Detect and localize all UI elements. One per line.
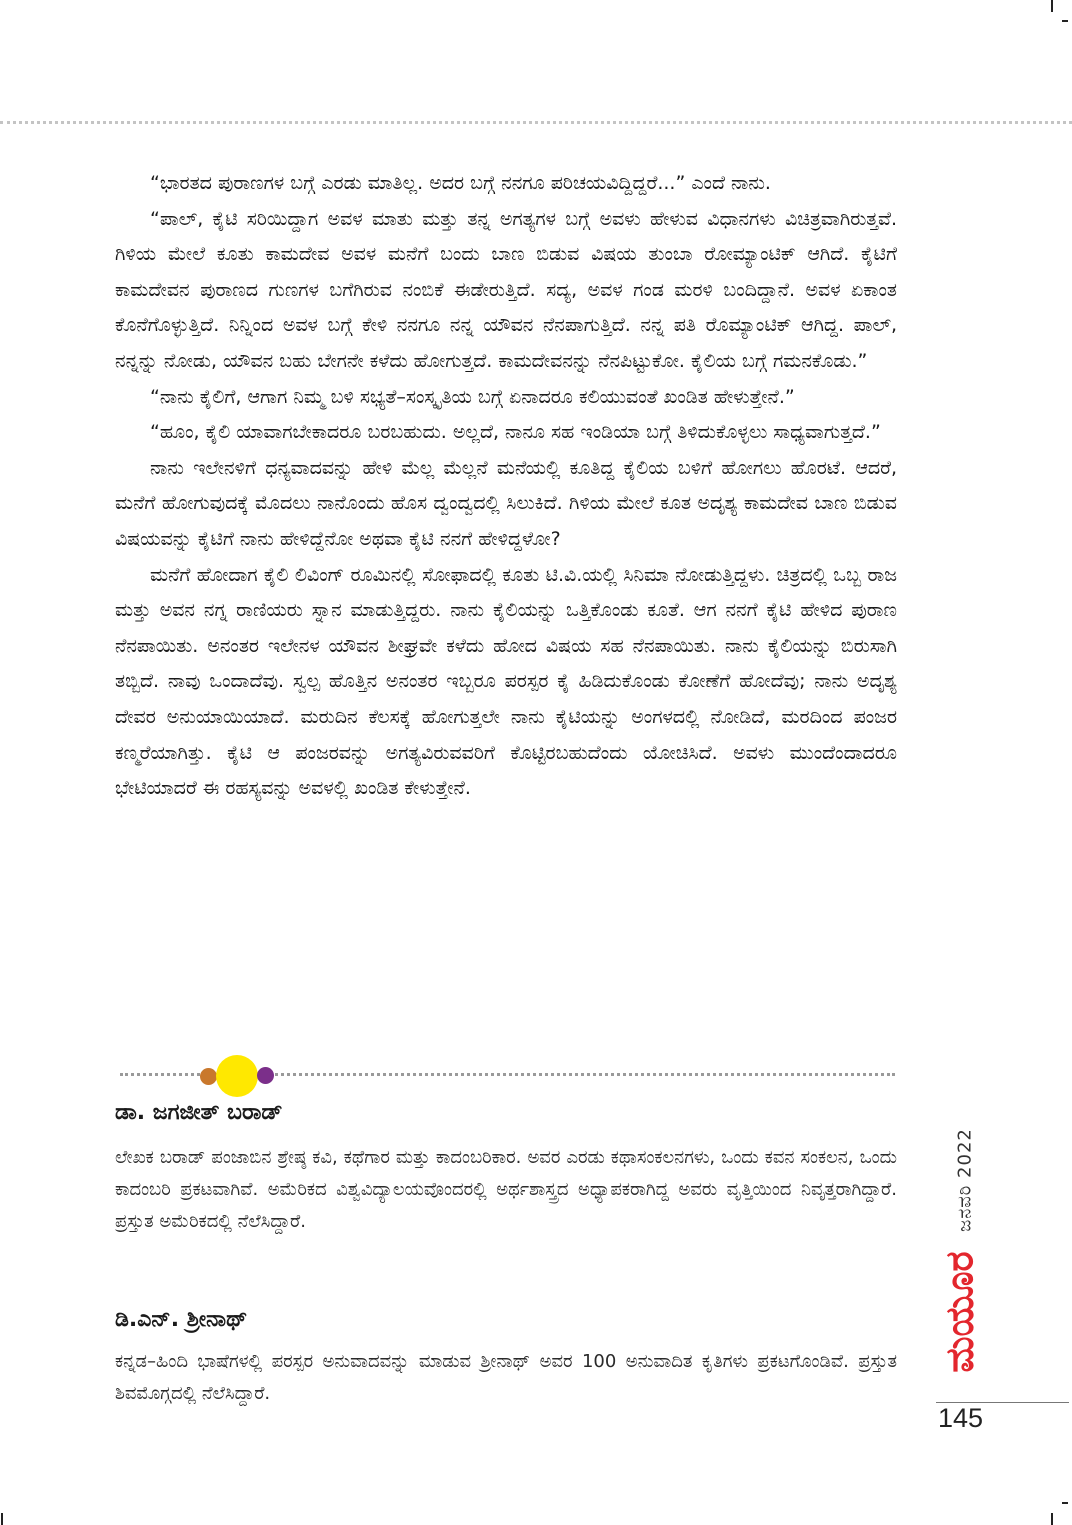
crop-mark-bottom-left: [1, 1513, 3, 1525]
ornament-dot-purple: [257, 1067, 274, 1084]
author-bio: ಲೇಖಕ ಬರಾಡ್ ಪಂಜಾಬಿನ ಶ್ರೇಷ್ಠ ಕವಿ, ಕಥೆಗಾರ ಮತ್ತು ಕಾದಂಬರಿಕಾರ. ಅವರ ಎರಡು ಕಥಾಸಂಕಲನಗಳು, ಒಂದು ಕವನ ಸಂಕಲನ, ಒಂದು ಕಾದಂಬರಿ ಪ್ರಕಟವಾಗಿವೆ. ಅಮೆರಿಕದ ವಿಶ್ವವಿದ್ಯಾಲಯವೊಂದರಲ್ಲಿ ಅರ್ಥಶಾಸ್ತ್ರದ ಅಧ್ಯಾಪಕರಾಗಿದ್ದ ಅವರು ವೃತ್ತಿಯಿಂದ ನಿವೃತ್ತರಾಗಿದ್ದಾರೆ. ಪ್ರಸ್ತುತ ಅಮೆರಿಕದಲ್ಲಿ ನೆಲೆಸಿದ್ದಾರೆ.: [115, 1147, 897, 1232]
story-paragraph: “ನಾನು ಕೈಲಿಗೆ, ಆಗಾಗ ನಿಮ್ಮ ಬಳಿ ಸಭ್ಯತೆ–ಸಂಸ್ಕೃತಿಯ ಬಗ್ಗೆ ಏನಾದರೂ ಕಲಿಯುವಂತೆ ಖಂಡಿತ ಹೇಳುತ್ತೇನೆ.”: [150, 385, 795, 408]
ornament-dot-yellow: [216, 1055, 258, 1097]
crop-mark-top: [1051, 0, 1053, 12]
issue-date-label: ಜನವರಿ 2022: [954, 1128, 976, 1232]
top-dotted-divider: [0, 121, 1072, 124]
story-paragraph: “ಪಾಲ್, ಕೈಟಿ ಸರಿಯಿದ್ದಾಗ ಅವಳ ಮಾತು ಮತ್ತು ತನ್ನ ಅಗತ್ಯಗಳ ಬಗ್ಗೆ ಅವಳು ಹೇಳುವ ವಿಧಾನಗಳು ವಿಚಿತ್ರವಾಗಿರುತ್ತವೆ. ಗಿಳಿಯ ಮೇಲೆ ಕೂತು ಕಾಮದೇವ ಅವಳ ಮನೆಗೆ ಬಂದು ಬಾಣ ಬಿಡುವ ವಿಷಯ ತುಂಬಾ ರೋಮ್ಯಾಂಟಿಕ್ ಆಗಿದೆ. ಕೈಟಿಗೆ ಕಾಮದೇವನ ಪುರಾಣದ ಗುಣಗಳ ಬಗೆಗಿರುವ ನಂಬಿಕೆ ಈಡೇರುತ್ತಿದೆ. ಸದ್ಯ, ಅವಳ ಗಂಡ ಮರಳಿ ಬಂದಿದ್ದಾನೆ. ಅವಳ ಏಕಾಂತ ಕೊನೆಗೊಳ್ಳುತ್ತಿದೆ. ನಿನ್ನಿಂದ ಅವಳ ಬಗ್ಗೆ ಕೇಳಿ ನನಗೂ ನನ್ನ ಯೌವನ ನೆನಪಾಗುತ್ತಿದೆ. ನನ್ನ ಪತಿ ರೊಮ್ಯಾಂಟಿಕ್ ಆಗಿದ್ದ. ಪಾಲ್, ನನ್ನನ್ನು ನೋಡು, ಯೌವನ ಬಹು ಬೇಗನೇ ಕಳೆದು ಹೋಗುತ್ತದೆ. ಕಾಮದೇವನನ್ನು ನೆನಪಿಟ್ಟುಕೋ. ಕೈಲಿಯ ಬಗ್ಗೆ ಗಮನಕೊಡು.”: [115, 207, 897, 372]
story-paragraph: “ಹೂಂ, ಕೈಲಿ ಯಾವಾಗಬೇಕಾದರೂ ಬರಬಹುದು. ಅಲ್ಲದೆ, ನಾನೂ ಸಹ ಇಂಡಿಯಾ ಬಗ್ಗೆ ತಿಳಿದುಕೊಳ್ಳಲು ಸಾಧ್ಯವಾಗುತ್ತದೆ.”: [150, 421, 881, 444]
crop-mark-top-right: [1062, 20, 1068, 22]
story-text: [115, 166, 897, 807]
story-paragraph: ನಾನು ಇಲೇನಳಿಗೆ ಧನ್ಯವಾದವನ್ನು ಹೇಳಿ ಮೆಲ್ಲ ಮೆಲ್ಲನೆ ಮನೆಯಲ್ಲಿ ಕೂತಿದ್ದ ಕೈಲಿಯ ಬಳಿಗೆ ಹೋಗಲು ಹೊರಟೆ. ಆದರೆ, ಮನೆಗೆ ಹೋಗುವುದಕ್ಕೆ ಮೊದಲು ನಾನೊಂದು ಹೊಸ ದ್ವಂದ್ವದಲ್ಲಿ ಸಿಲುಕಿದೆ. ಗಿಳಿಯ ಮೇಲೆ ಕೂತ ಅದೃಶ್ಯ ಕಾಮದೇವ ಬಾಣ ಬಿಡುವ ವಿಷಯವನ್ನು ಕೈಟಿಗೆ ನಾನು ಹೇಳಿದ್ದೆನೋ ಅಥವಾ ಕೈಟಿ ನನಗೆ ಹೇಳಿದ್ದಳೋ?: [115, 456, 897, 550]
story-paragraph: ಮನೆಗೆ ಹೋದಾಗ ಕೈಲಿ ಲಿವಿಂಗ್ ರೂಮಿನಲ್ಲಿ ಸೋಫಾದಲ್ಲಿ ಕೂತು ಟಿ.ವಿ.ಯಲ್ಲಿ ಸಿನಿಮಾ ನೋಡುತ್ತಿದ್ದಳು. ಚಿತ್ರದಲ್ಲಿ ಒಬ್ಬ ರಾಜ ಮತ್ತು ಅವನ ನಗ್ನ ರಾಣಿಯರು ಸ್ನಾನ ಮಾಡುತ್ತಿದ್ದರು. ನಾನು ಕೈಲಿಯನ್ನು ಒತ್ತಿಕೊಂಡು ಕೂತೆ. ಆಗ ನನಗೆ ಕೈಟಿ ಹೇಳಿದ ಪುರಾಣ ನೆನಪಾಯಿತು. ಅನಂತರ ಇಲೇನಳ ಯೌವನ ಶೀಘ್ರವೇ ಕಳೆದು ಹೋದ ವಿಷಯ ಸಹ ನೆನಪಾಯಿತು. ನಾನು ಕೈಲಿಯನ್ನು ಬಿರುಸಾಗಿ ತಬ್ಬಿದೆ. ನಾವು ಒಂದಾದೆವು. ಸ್ವಲ್ಪ ಹೊತ್ತಿನ ಅನಂತರ ಇಬ್ಬರೂ ಪರಸ್ಪರ ಕೈ ಹಿಡಿದುಕೊಂಡು ಕೋಣೆಗೆ ಹೋದೆವು; ನಾನು ಅದೃಶ್ಯ ದೇವರ ಅನುಯಾಯಿಯಾದೆ. ಮರುದಿನ ಕೆಲಸಕ್ಕೆ ಹೋಗುತ್ತಲೇ ನಾನು ಕೈಟಿಯನ್ನು ಅಂಗಳದಲ್ಲಿ ನೋಡಿದೆ, ಮರದಿಂದ ಪಂಜರ ಕಣ್ಮರೆಯಾಗಿತ್ತು. ಕೈಟಿ ಆ ಪಂಜರವನ್ನು ಅಗತ್ಯವಿರುವವರಿಗೆ ಕೊಟ್ಟಿರಬಹುದೆಂದು ಯೋಚಿಸಿದೆ. ಅವಳು ಮುಂದೆಂದಾದರೂ ಭೇಟಿಯಾದರೆ ಈ ರಹಸ್ಯವನ್ನು ಅವಳಲ್ಲಿ ಖಂಡಿತ ಕೇಳುತ್ತೇನೆ.: [115, 563, 897, 800]
ornament-dot-orange: [200, 1068, 217, 1085]
page-number: 145: [938, 1403, 984, 1433]
translator-bio: ಕನ್ನಡ–ಹಿಂದಿ ಭಾಷೆಗಳಲ್ಲಿ ಪರಸ್ಪರ ಅನುವಾದವನ್ನು ಮಾಡುವ ಶ್ರೀನಾಥ್ ಅವರ 100 ಅನುವಾದಿತ ಕೃತಿಗಳು ಪ್ರಕಟಗೊಂಡಿವೆ. ಪ್ರಸ್ತುತ ಶಿವಮೊಗ್ಗದಲ್ಲಿ ನೆಲೆಸಿದ್ದಾರೆ.: [115, 1351, 897, 1404]
translator-name: ಡಿ.ಎನ್. ಶ್ರೀನಾಥ್: [115, 1307, 248, 1332]
crop-mark-bottom-right: [1062, 1502, 1068, 1504]
magazine-logo-text: ಮಯೂರ: [937, 1251, 982, 1373]
crop-mark-bottom: [1051, 1513, 1053, 1525]
story-paragraph: “ಭಾರತದ ಪುರಾಣಗಳ ಬಗ್ಗೆ ಎರಡು ಮಾತಿಲ್ಲ. ಅದರ ಬಗ್ಗೆ ನನಗೂ ಪರಿಚಯವಿದ್ದಿದ್ದರೆ...” ಎಂದೆ ನಾನು.: [150, 172, 771, 194]
author-name: ಡಾ. ಜಗಜೀತ್ ಬರಾಡ್: [115, 1100, 283, 1125]
